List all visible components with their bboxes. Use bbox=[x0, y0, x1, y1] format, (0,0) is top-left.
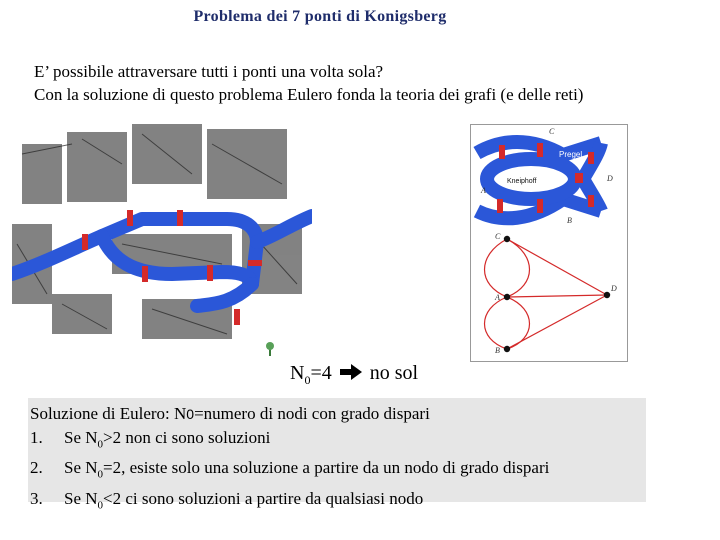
euler-solution-panel bbox=[28, 398, 646, 512]
right-arrow-icon bbox=[339, 364, 363, 380]
result-n-letter: N bbox=[290, 362, 305, 384]
result-n-value: =4 bbox=[310, 362, 332, 384]
graph-node-c bbox=[504, 236, 510, 242]
graph-label-d: D bbox=[611, 284, 617, 293]
graph-label-a: A bbox=[495, 293, 500, 302]
map-label-c: C bbox=[549, 127, 555, 136]
list-item bbox=[30, 426, 646, 456]
page-title: Problema dei 7 ponti di Konigsberg bbox=[193, 8, 447, 25]
list-item-text: <2 ci sono soluzioni a partire da qualsiasi nodo bbox=[103, 488, 424, 508]
list-item-number: 1. bbox=[30, 428, 43, 447]
graph-label-b: B bbox=[495, 346, 500, 355]
graph-label-c: C bbox=[495, 232, 501, 241]
konigsberg-map-illustration bbox=[12, 124, 312, 356]
list-item-sub: 0 bbox=[97, 499, 104, 512]
list-item-text: =2, esiste solo una soluzione a partire da un nodo di grado dispari bbox=[103, 458, 550, 478]
solution-heading bbox=[30, 402, 646, 426]
map-label-island: Kneiphoff bbox=[507, 178, 537, 185]
intro-question: E’ possibile attraversare tutti i ponti una volta sola? bbox=[34, 62, 384, 81]
graph-node-b bbox=[504, 346, 510, 352]
list-item bbox=[30, 456, 646, 486]
list-item-text: >2 non ci sono soluzioni bbox=[103, 428, 271, 447]
list-item-pre: Se N bbox=[64, 458, 98, 478]
list-item-pre: Se N bbox=[64, 488, 98, 508]
graph-diagram-panel bbox=[470, 124, 628, 362]
solution-heading-sub: 0 bbox=[186, 406, 195, 422]
solution-heading-def: =numero di nodi con grado dispari bbox=[194, 404, 430, 423]
list-item-sub: 0 bbox=[97, 468, 104, 481]
intro-statement: Con la soluzione di questo problema Eulero fonda la teoria dei grafi (e delle reti) bbox=[34, 85, 584, 104]
solution-heading-text: Soluzione di Eulero: N bbox=[30, 404, 187, 423]
map-label-b: B bbox=[567, 216, 572, 225]
map-label-a: A bbox=[481, 186, 486, 195]
graph-node-a bbox=[504, 294, 510, 300]
result-statement bbox=[290, 362, 418, 388]
result-n-sub: 0 bbox=[304, 373, 311, 387]
graph-node-d bbox=[604, 292, 610, 298]
map-label-river: Pregel bbox=[559, 150, 583, 159]
list-item-pre: Se N bbox=[64, 428, 98, 447]
result-outcome: no sol bbox=[369, 362, 419, 384]
intro-text bbox=[34, 60, 583, 106]
list-item-sub: 0 bbox=[97, 438, 104, 451]
list-item-number: 3. bbox=[30, 488, 43, 508]
list-item-number: 2. bbox=[30, 458, 43, 478]
map-label-d: D bbox=[607, 174, 613, 183]
list-item bbox=[30, 487, 646, 517]
